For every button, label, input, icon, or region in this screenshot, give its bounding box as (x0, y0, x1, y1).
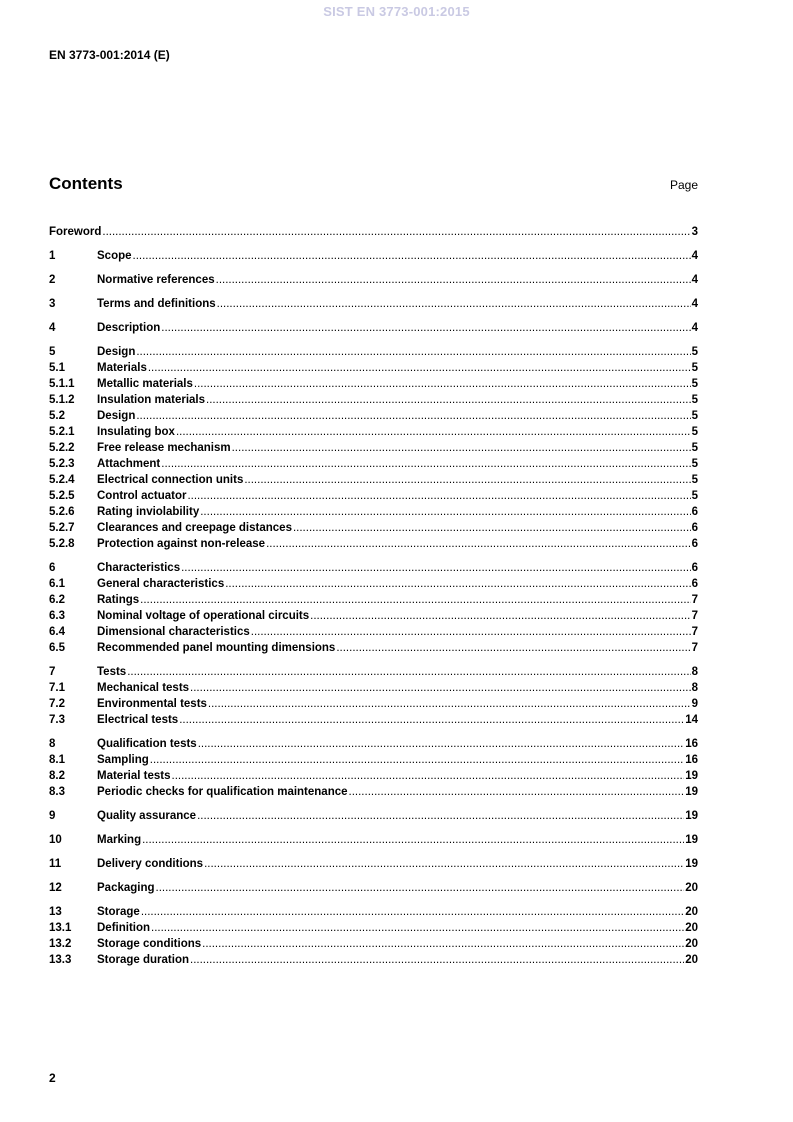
toc-entry-title: Quality assurance (97, 810, 197, 822)
toc-group (49, 560, 698, 656)
toc-dot-leader (176, 424, 691, 440)
toc-dot-leader (151, 920, 684, 936)
toc-entry-title: Qualification tests (97, 738, 197, 750)
toc-entry-page: 16 (685, 738, 698, 750)
toc-entry[interactable] (49, 832, 698, 848)
toc-dot-leader (141, 904, 684, 920)
toc-entry-title: Storage duration (97, 954, 190, 966)
toc-dot-leader (200, 504, 690, 520)
toc-entry[interactable] (49, 768, 698, 784)
toc-entry[interactable] (49, 248, 698, 264)
toc-group (49, 664, 698, 728)
toc-dot-leader (197, 808, 684, 824)
toc-dot-leader (190, 680, 691, 696)
toc-dot-leader (181, 560, 690, 576)
toc-group (49, 904, 698, 968)
toc-entry-number: 6.3 (49, 610, 65, 622)
toc-entry[interactable] (49, 344, 698, 360)
table-of-contents (49, 224, 698, 976)
watermark: SIST EN 3773-001:2015 (323, 4, 470, 19)
toc-entry[interactable] (49, 560, 698, 576)
toc-entry-number: 8.3 (49, 786, 65, 798)
toc-entry-page: 5 (691, 474, 698, 486)
toc-entry-page: 16 (685, 754, 698, 766)
toc-entry[interactable] (49, 520, 698, 536)
toc-dot-leader (336, 640, 690, 656)
toc-entry-page: 8 (691, 666, 698, 678)
toc-entry-title: Tests (97, 666, 127, 678)
toc-entry-number: 5.2 (49, 410, 65, 422)
toc-entry[interactable] (49, 472, 698, 488)
toc-entry-title: Materials (97, 362, 147, 374)
toc-entry-page: 7 (691, 594, 698, 606)
toc-entry[interactable] (49, 920, 698, 936)
toc-entry-title: Protection against non-release (97, 538, 266, 550)
toc-dot-leader (133, 248, 691, 264)
toc-entry[interactable] (49, 808, 698, 824)
toc-entry-title: Insulation materials (97, 394, 206, 406)
toc-entry-number: 6.4 (49, 626, 65, 638)
toc-entry-title: Description (97, 322, 161, 334)
toc-dot-leader (206, 392, 691, 408)
toc-dot-leader (161, 320, 690, 336)
toc-entry-number: 5.1.1 (49, 378, 75, 390)
toc-entry[interactable] (49, 424, 698, 440)
toc-entry-number: 5.1.2 (49, 394, 75, 406)
toc-entry-title: Packaging (97, 882, 155, 894)
toc-entry-number: 6.1 (49, 578, 65, 590)
toc-entry-page: 3 (691, 226, 698, 238)
toc-dot-leader (142, 832, 684, 848)
toc-dot-leader (251, 624, 691, 640)
toc-entry-number: 10 (49, 834, 62, 846)
toc-entry-number: 7.2 (49, 698, 65, 710)
toc-entry-page: 6 (691, 538, 698, 550)
toc-group (49, 880, 698, 896)
toc-entry-title: Design (97, 346, 136, 358)
toc-entry-title: Scope (97, 250, 132, 262)
toc-entry-page: 5 (691, 490, 698, 502)
contents-heading: Contents (49, 174, 123, 193)
toc-entry-title: Recommended panel mounting dimensions (97, 642, 336, 654)
toc-entry-number: 8.2 (49, 770, 65, 782)
toc-dot-leader (140, 592, 690, 608)
toc-dot-leader (136, 344, 690, 360)
toc-dot-leader (136, 408, 690, 424)
toc-dot-leader (156, 880, 685, 896)
toc-entry[interactable] (49, 664, 698, 680)
toc-entry-page: 5 (691, 378, 698, 390)
toc-entry-title: Rating inviolability (97, 506, 200, 518)
toc-entry[interactable] (49, 296, 698, 312)
toc-entry[interactable] (49, 376, 698, 392)
toc-entry-title: Sampling (97, 754, 149, 766)
toc-entry[interactable] (49, 880, 698, 896)
toc-entry[interactable] (49, 440, 698, 456)
toc-entry[interactable] (49, 360, 698, 376)
toc-entry-page: 4 (691, 274, 698, 286)
toc-dot-leader (102, 224, 690, 240)
toc-entry[interactable] (49, 904, 698, 920)
page-number: 2 (49, 1071, 56, 1085)
toc-group (49, 856, 698, 872)
toc-entry-page: 5 (691, 346, 698, 358)
toc-entry-title: Metallic materials (97, 378, 193, 390)
toc-group (49, 296, 698, 312)
toc-entry-page: 5 (691, 458, 698, 470)
toc-entry-title: Attachment (97, 458, 161, 470)
toc-dot-leader (148, 360, 691, 376)
toc-dot-leader (161, 456, 690, 472)
toc-entry[interactable] (49, 736, 698, 752)
toc-entry[interactable] (49, 856, 698, 872)
toc-entry-number: 1 (49, 250, 56, 262)
toc-entry-title: Control actuator (97, 490, 187, 502)
toc-entry-page: 6 (691, 578, 698, 590)
toc-entry-title: Normative references (97, 274, 215, 286)
toc-entry-title: Delivery conditions (97, 858, 204, 870)
toc-dot-leader (266, 536, 691, 552)
toc-entry-page: 20 (685, 954, 698, 966)
toc-entry-number: 7 (49, 666, 56, 678)
toc-entry-page: 7 (691, 610, 698, 622)
toc-entry-title: Clearances and creepage distances (97, 522, 292, 534)
toc-entry-page: 5 (691, 426, 698, 438)
toc-dot-leader (198, 736, 685, 752)
toc-entry-page: 6 (691, 522, 698, 534)
toc-entry-page: 19 (685, 810, 698, 822)
toc-entry-title: Terms and definitions (97, 298, 216, 310)
toc-entry-number: 9 (49, 810, 56, 822)
toc-entry-page: 4 (691, 250, 698, 262)
toc-entry-title: Insulating box (97, 426, 175, 438)
toc-entry-title: Periodic checks for qualification maintenance (97, 786, 348, 798)
toc-entry-page: 8 (691, 682, 698, 694)
toc-entry-page: 5 (691, 410, 698, 422)
toc-dot-leader (232, 440, 691, 456)
toc-entry[interactable] (49, 408, 698, 424)
toc-dot-leader (217, 296, 691, 312)
toc-entry-title: Environmental tests (97, 698, 207, 710)
toc-group (49, 320, 698, 336)
toc-entry-page: 6 (691, 506, 698, 518)
toc-entry-number: 5.2.7 (49, 522, 75, 534)
toc-entry[interactable] (49, 712, 698, 728)
toc-group (49, 224, 698, 240)
toc-entry-title: Characteristics (97, 562, 181, 574)
toc-entry-title: General characteristics (97, 578, 225, 590)
toc-entry-title: Storage (97, 906, 140, 918)
toc-entry-number: 3 (49, 298, 56, 310)
toc-entry[interactable] (49, 224, 698, 240)
toc-dot-leader (293, 520, 691, 536)
toc-entry-page: 20 (685, 882, 698, 894)
toc-entry[interactable] (49, 696, 698, 712)
toc-entry-page: 4 (691, 298, 698, 310)
toc-entry-title: Foreword (49, 226, 102, 238)
toc-dot-leader (349, 784, 685, 800)
toc-entry-number: 13.2 (49, 938, 72, 950)
toc-entry[interactable] (49, 536, 698, 552)
toc-dot-leader (187, 488, 690, 504)
toc-entry-page: 20 (685, 906, 698, 918)
toc-entry-number: 5.2.2 (49, 442, 75, 454)
toc-entry-title: Free release mechanism (97, 442, 231, 454)
document-id: EN 3773-001:2014 (E) (49, 48, 170, 62)
toc-entry-page: 4 (691, 322, 698, 334)
toc-entry-number: 7.3 (49, 714, 65, 726)
toc-entry-title: Mechanical tests (97, 682, 190, 694)
toc-entry-title: Marking (97, 834, 142, 846)
toc-entry[interactable] (49, 320, 698, 336)
toc-entry[interactable] (49, 680, 698, 696)
toc-dot-leader (225, 576, 690, 592)
toc-entry[interactable] (49, 504, 698, 520)
toc-entry-number: 5.2.4 (49, 474, 75, 486)
toc-entry-page: 20 (685, 922, 698, 934)
toc-entry-number: 4 (49, 322, 56, 334)
toc-dot-leader (204, 856, 684, 872)
toc-entry-number: 12 (49, 882, 62, 894)
toc-entry-number: 13.1 (49, 922, 72, 934)
toc-entry-number: 6 (49, 562, 56, 574)
toc-entry-number: 2 (49, 274, 56, 286)
toc-dot-leader (150, 752, 684, 768)
toc-entry-page: 7 (691, 642, 698, 654)
toc-entry-page: 6 (691, 562, 698, 574)
toc-entry-page: 14 (685, 714, 698, 726)
toc-entry-number: 6.5 (49, 642, 65, 654)
toc-entry-title: Storage conditions (97, 938, 202, 950)
toc-entry-number: 13.3 (49, 954, 72, 966)
toc-entry[interactable] (49, 576, 698, 592)
toc-entry-number: 11 (49, 858, 62, 870)
toc-entry[interactable] (49, 784, 698, 800)
toc-entry[interactable] (49, 640, 698, 656)
toc-dot-leader (244, 472, 690, 488)
toc-dot-leader (194, 376, 691, 392)
toc-dot-leader (202, 936, 684, 952)
toc-entry-page: 20 (685, 938, 698, 950)
toc-entry[interactable] (49, 952, 698, 968)
page-column-label: Page (669, 178, 698, 192)
toc-entry-page: 19 (685, 786, 698, 798)
toc-entry-number: 5.2.5 (49, 490, 75, 502)
toc-entry[interactable] (49, 392, 698, 408)
toc-group (49, 736, 698, 800)
toc-entry-number: 8 (49, 738, 56, 750)
toc-entry[interactable] (49, 592, 698, 608)
toc-entry-title: Design (97, 410, 136, 422)
toc-dot-leader (179, 712, 684, 728)
toc-entry-page: 19 (685, 770, 698, 782)
toc-entry-number: 5 (49, 346, 56, 358)
toc-entry-page: 7 (691, 626, 698, 638)
toc-entry-page: 19 (685, 858, 698, 870)
toc-entry-title: Ratings (97, 594, 140, 606)
toc-group (49, 344, 698, 552)
toc-entry[interactable] (49, 936, 698, 952)
toc-entry[interactable] (49, 752, 698, 768)
toc-dot-leader (310, 608, 690, 624)
toc-group (49, 272, 698, 288)
toc-entry-page: 5 (691, 442, 698, 454)
toc-entry-number: 5.1 (49, 362, 65, 374)
toc-group (49, 248, 698, 264)
toc-entry-number: 6.2 (49, 594, 65, 606)
toc-entry-page: 5 (691, 362, 698, 374)
toc-entry-page: 5 (691, 394, 698, 406)
toc-dot-leader (127, 664, 690, 680)
toc-entry-number: 5.2.6 (49, 506, 75, 518)
toc-entry[interactable] (49, 624, 698, 640)
toc-entry-title: Definition (97, 922, 151, 934)
toc-entry-title: Material tests (97, 770, 171, 782)
toc-entry-title: Nominal voltage of operational circuits (97, 610, 310, 622)
toc-dot-leader (208, 696, 691, 712)
toc-entry-number: 8.1 (49, 754, 65, 766)
toc-group (49, 808, 698, 824)
toc-entry-number: 5.2.3 (49, 458, 75, 470)
toc-entry[interactable] (49, 456, 698, 472)
toc-entry[interactable] (49, 272, 698, 288)
toc-entry[interactable] (49, 488, 698, 504)
toc-dot-leader (216, 272, 691, 288)
toc-dot-leader (172, 768, 685, 784)
toc-entry-number: 13 (49, 906, 62, 918)
toc-entry-title: Dimensional characteristics (97, 626, 250, 638)
toc-dot-leader (190, 952, 684, 968)
toc-group (49, 832, 698, 848)
toc-entry-number: 5.2.8 (49, 538, 75, 550)
toc-entry-title: Electrical connection units (97, 474, 244, 486)
toc-entry-page: 19 (685, 834, 698, 846)
toc-entry-title: Electrical tests (97, 714, 179, 726)
toc-entry-number: 5.2.1 (49, 426, 75, 438)
toc-entry-number: 7.1 (49, 682, 65, 694)
toc-entry[interactable] (49, 608, 698, 624)
toc-entry-page: 9 (691, 698, 698, 710)
